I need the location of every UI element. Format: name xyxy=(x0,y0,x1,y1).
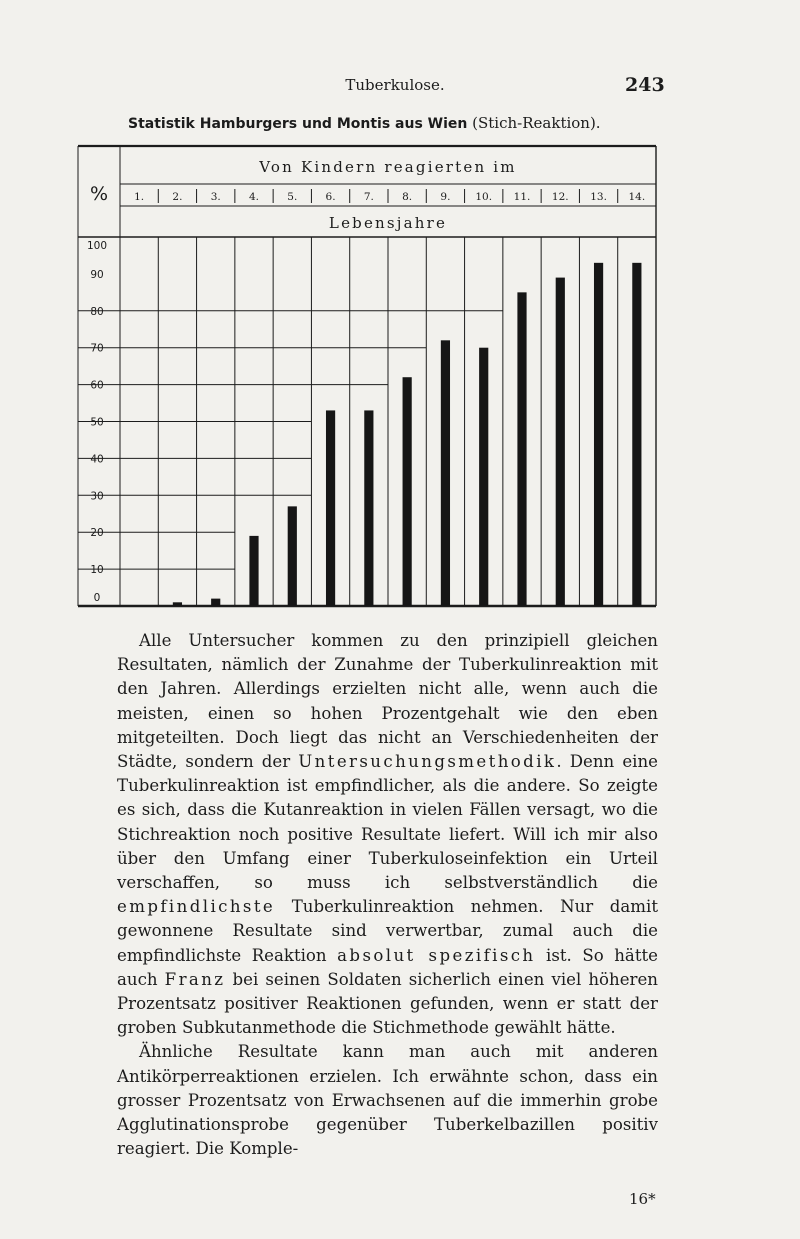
bar-year-10 xyxy=(479,348,488,606)
bar-year-6 xyxy=(326,410,335,606)
text-run: . Denn eine Tuberkulinreaktion ist empfindlicher, als die andere. So zeigte es sich, dass die Kutanreaktion in vielen Fällen versagt, wo die Stichreaktion noch positive Resultate liefert. Will ich mir also über den Umfang einer Tuberkuloseinfektion ein Urteil verschaffen, so muss ich selbstverständlich die xyxy=(117,752,658,893)
year-label: 5. xyxy=(287,191,298,203)
year-label: 2. xyxy=(172,191,183,203)
year-label: 13. xyxy=(590,191,607,203)
bar-year-11 xyxy=(517,292,526,606)
year-label: 14. xyxy=(628,191,646,203)
paragraph xyxy=(117,1040,658,1161)
y-tick-label: 40 xyxy=(90,453,104,466)
caption-bold: Statistik Hamburgers und Montis aus Wien xyxy=(128,116,468,132)
bar-year-14 xyxy=(632,263,641,606)
year-label: 10. xyxy=(475,191,493,203)
text-run: Tuberkulinreaktion nehmen. Nur damit gewonnene Resultate sind verwertbar, zumal auch die empfindlichste Reaktion xyxy=(117,897,658,965)
text-run: Alle Untersucher kommen zu den prinzipiell gleichen Resultaten, nämlich der Zunahme der Tuberkulinreaktion mit den Jahren. Allerdings erzielten nicht alle, wenn auch die meisten, einen so hohen Prozentgehalt wie den eben mitgeteilten. Doch liegt das nicht an Verschiedenheiten der Städte, sondern der xyxy=(117,631,658,772)
text-run: Ähnliche Resultate kann man auch mit anderen Antikörperreaktionen erzielen. Ich erwähnte schon, dass ein grosser Prozentsatz von Erwachsenen auf die immerhin grobe Agglutinationsprobe gegenüber Tuberkelbazillen positiv reagiert. Die Komple- xyxy=(117,1042,658,1159)
signature-mark: 16* xyxy=(629,1190,656,1208)
y-tick-label: 20 xyxy=(90,527,104,540)
year-label: 4. xyxy=(248,191,260,203)
y-tick-label: 50 xyxy=(90,416,104,429)
emphasized-text: Franz xyxy=(164,969,226,989)
bar-year-7 xyxy=(364,410,373,606)
y-axis-label: % xyxy=(89,183,109,205)
y-tick-label: 70 xyxy=(90,342,104,355)
y-tick-label: 80 xyxy=(90,305,104,318)
text-run: ist. So hätte auch xyxy=(117,945,658,989)
header-top: Von Kindern reagierten im xyxy=(259,158,517,176)
year-label: 12. xyxy=(551,191,569,203)
bar-year-2 xyxy=(173,602,182,606)
running-title: Tuberkulose. xyxy=(345,76,445,94)
y-tick-label: 30 xyxy=(90,490,104,503)
caption-normal: (Stich-Reaktion). xyxy=(472,114,601,132)
bar-year-8 xyxy=(403,377,412,606)
bar-year-4 xyxy=(249,536,258,606)
body-text xyxy=(117,629,658,1161)
bar-year-3 xyxy=(211,599,220,606)
bar-year-9 xyxy=(441,340,450,606)
year-label: 9. xyxy=(440,191,451,203)
year-label: 8. xyxy=(402,191,413,203)
paragraph xyxy=(117,629,658,1040)
header-bottom: Lebensjahre xyxy=(328,214,448,232)
text-run: bei seinen Soldaten sicherlich einen viel höheren Prozentsatz positiver Reaktionen gefunden, wenn er statt der groben Subkutanmethode die Stichmethode gewählt hätte. xyxy=(117,969,658,1038)
y-tick-label: 90 xyxy=(90,268,104,281)
emphasized-text: empfindlichste xyxy=(117,897,276,917)
y-tick-label: 100 xyxy=(86,240,108,252)
year-label: 1. xyxy=(134,191,145,203)
emphasized-text: absolut spezifisch xyxy=(337,945,536,965)
bar-year-12 xyxy=(556,278,565,606)
page-number: 243 xyxy=(625,74,665,96)
year-label: 6. xyxy=(325,191,336,203)
emphasized-text: Untersuchungsmethodik xyxy=(298,752,557,772)
year-label: 3. xyxy=(210,191,221,203)
y-tick-label: 10 xyxy=(90,564,104,577)
bar-year-5 xyxy=(288,506,297,606)
y-tick-label: 60 xyxy=(90,379,104,392)
year-label: 11. xyxy=(513,191,531,203)
y-tick-label: 0 xyxy=(93,592,101,604)
year-label: 7. xyxy=(363,191,374,203)
bar-year-13 xyxy=(594,263,603,606)
